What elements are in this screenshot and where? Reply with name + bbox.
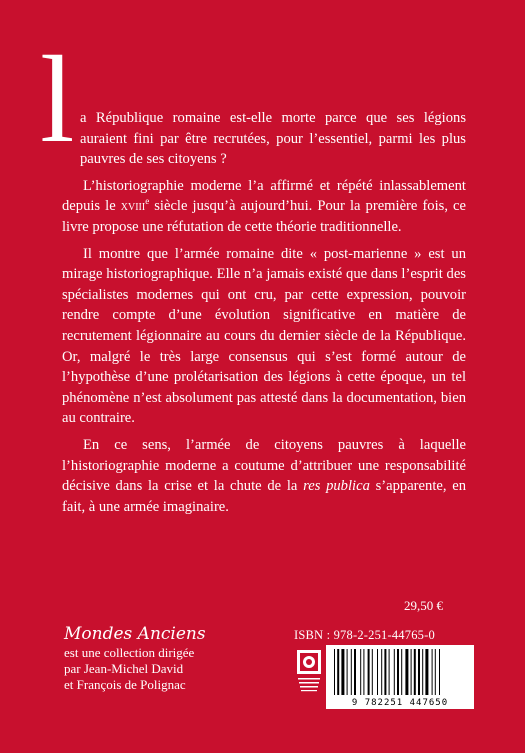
paragraph-3: Il montre que l’armée romaine dite « post-marienne » est un mirage historiographique. Elle n’a jamais existé que dans l’esprit des spécialistes modernes qui ont cru, par cette expression, pouvoir rendre compte d’une évolution significative en matière de recrutement légionnaire au cours du dernier siècle de la République. Or, malgré le très large consensus qui s’est formé autour de l’hypothèse d’une prolétarisation des légions à cette époque, un tel phénomène n’est absolument pas attesté dans la documentation, bien au contraire. <box>62 245 466 427</box>
collection-line-3: et François de Polignac <box>64 677 186 692</box>
publisher-logo <box>297 650 321 706</box>
paragraph-2-text-b: siècle jusqu’à aujourd’hui. Pour la première fois, ce livre propose une réfutation de cette théorie traditionnelle. <box>62 198 466 235</box>
paragraph-4 <box>62 435 466 517</box>
paragraph-4-text-a: En ce sens, l’armée de citoyens pauvres à laquelle l’historiographie moderne a coutume d’attribuer une responsabilité décisive dans la crise et la chute de la <box>62 436 466 495</box>
collection-line-1: est une collection dirigée <box>64 645 195 660</box>
barcode <box>326 645 474 709</box>
series-title: Mondes Anciens <box>64 624 206 644</box>
isbn: ISBN : 978-2-251-44765-0 <box>294 628 435 642</box>
barcode-digits: 9 782251 447650 <box>351 698 449 708</box>
italic-term: res publica <box>303 478 370 495</box>
drop-cap: l <box>40 31 73 168</box>
collection-line-2: par Jean-Michel David <box>64 661 184 676</box>
paragraph-2 <box>62 176 466 238</box>
paragraph-1: a République romaine est-elle morte parce que ses légions auraient fini par être recrutées, pour l’essentiel, parmi les plus pauvres de ses citoyens ? <box>80 110 466 168</box>
publisher-logo-icon <box>297 650 321 706</box>
collection-credit <box>64 624 206 693</box>
price: 29,50 € <box>404 598 443 613</box>
barcode-bars <box>326 645 474 697</box>
paragraph-4-text-b: s’apparente, en fait, à une armée imaginaire. <box>62 478 466 515</box>
century-superscript: e <box>145 196 150 207</box>
back-cover-text <box>62 108 466 523</box>
paragraph-2-text-a: L’historiographie moderne l’a affirmé et répété inlassablement depuis le <box>62 177 466 215</box>
century-numeral: xviii <box>120 198 146 215</box>
